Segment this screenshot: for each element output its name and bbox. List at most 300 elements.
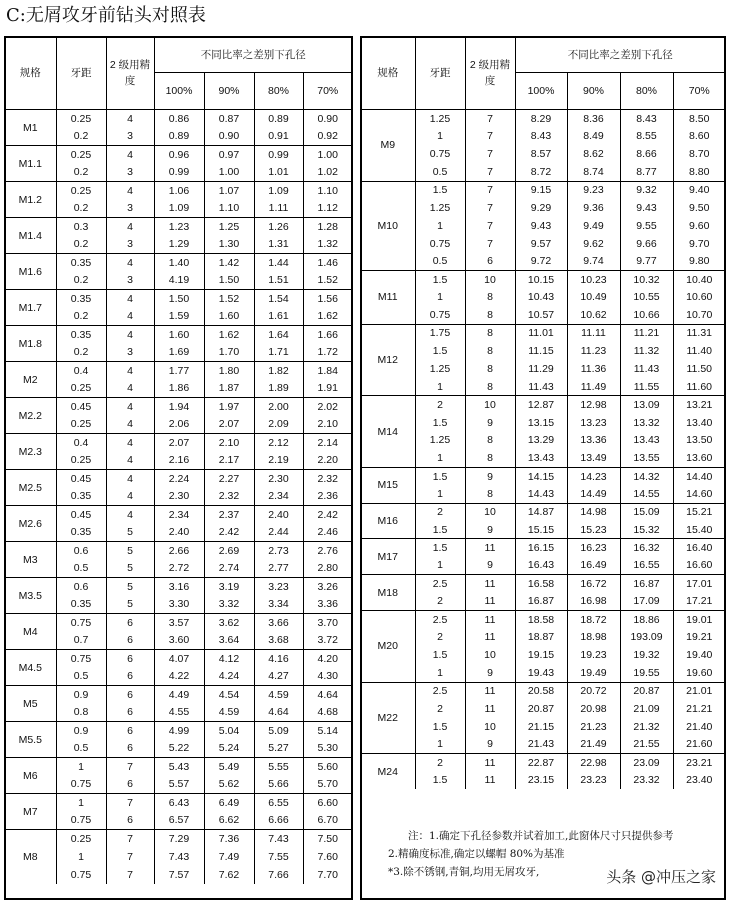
dia-80-cell: 2.09	[254, 416, 303, 434]
dia-80-cell: 6.66	[254, 812, 303, 830]
dia-90-cell: 0.87	[204, 110, 254, 128]
dia-80-cell: 16.87	[620, 575, 673, 593]
pitch-cell: 0.4	[56, 434, 106, 452]
grade-cell: 7	[106, 794, 154, 812]
dia-100-cell: 14.43	[515, 485, 567, 503]
dia-90-cell: 11.11	[567, 324, 620, 342]
dia-90-cell: 19.23	[567, 646, 620, 664]
dia-80-cell: 10.55	[620, 288, 673, 306]
dia-80-cell: 7.55	[254, 848, 303, 866]
grade-cell: 6	[106, 650, 154, 668]
dia-90-cell: 3.64	[204, 632, 254, 650]
dia-70-cell: 2.14	[303, 434, 352, 452]
table-row	[361, 593, 725, 611]
table-row	[361, 771, 725, 789]
dia-90-cell: 11.36	[567, 360, 620, 378]
dia-70-cell: 5.60	[303, 758, 352, 776]
dia-80-cell: 14.55	[620, 485, 673, 503]
pitch-cell: 0.4	[56, 362, 106, 380]
dia-100-cell: 2.24	[154, 470, 204, 488]
table-row	[5, 308, 352, 326]
dia-70-cell: 8.60	[673, 127, 725, 145]
spec-cell: M14	[361, 396, 415, 468]
pitch-cell: 0.7	[56, 632, 106, 650]
header-80: 80%	[620, 73, 673, 110]
grade-cell: 7	[106, 866, 154, 884]
spec-cell: M12	[361, 324, 415, 396]
grade-cell: 8	[465, 485, 515, 503]
dia-100-cell: 1.50	[154, 290, 204, 308]
dia-70-cell: 2.46	[303, 524, 352, 542]
dia-70-cell: 6.60	[303, 794, 352, 812]
dia-90-cell: 23.23	[567, 771, 620, 789]
dia-80-cell: 5.66	[254, 776, 303, 794]
dia-90-cell: 1.87	[204, 380, 254, 398]
dia-100-cell: 16.43	[515, 557, 567, 575]
table-row	[5, 380, 352, 398]
grade-cell: 8	[465, 306, 515, 324]
pitch-cell: 1	[56, 848, 106, 866]
pitch-cell: 0.35	[56, 254, 106, 272]
table-row	[361, 646, 725, 664]
table-row	[5, 578, 352, 596]
grade-cell: 4	[106, 380, 154, 398]
dia-90-cell: 1.97	[204, 398, 254, 416]
dia-100-cell: 11.15	[515, 342, 567, 360]
dia-70-cell: 15.40	[673, 521, 725, 539]
dia-80-cell: 21.55	[620, 736, 673, 754]
dia-90-cell: 10.23	[567, 271, 620, 289]
spec-cell: M1.6	[5, 254, 56, 290]
grade-cell: 8	[465, 378, 515, 396]
spec-cell: M2.3	[5, 434, 56, 470]
dia-100-cell: 4.55	[154, 704, 204, 722]
grade-cell: 9	[465, 467, 515, 485]
pitch-cell: 1.5	[415, 718, 465, 736]
pitch-cell: 2	[415, 754, 465, 772]
dia-100-cell: 13.29	[515, 432, 567, 450]
table-row	[5, 434, 352, 452]
grade-cell: 6	[106, 704, 154, 722]
dia-90-cell: 2.42	[204, 524, 254, 542]
pitch-cell: 1	[415, 664, 465, 682]
pitch-cell: 2.5	[415, 682, 465, 700]
table-row	[5, 704, 352, 722]
dia-70-cell: 9.60	[673, 217, 725, 235]
dia-70-cell: 1.72	[303, 344, 352, 362]
dia-100-cell: 11.29	[515, 360, 567, 378]
table-row	[5, 218, 352, 236]
dia-100-cell: 20.87	[515, 700, 567, 718]
pitch-cell: 1.5	[415, 414, 465, 432]
grade-cell: 4	[106, 254, 154, 272]
dia-80-cell: 4.59	[254, 686, 303, 704]
dia-100-cell: 7.43	[154, 848, 204, 866]
dia-80-cell: 1.64	[254, 326, 303, 344]
page-title: C:无屑攻牙前钻头对照表	[6, 5, 206, 26]
dia-80-cell: 2.34	[254, 488, 303, 506]
dia-70-cell: 3.36	[303, 596, 352, 614]
dia-90-cell: 1.52	[204, 290, 254, 308]
dia-80-cell: 2.30	[254, 470, 303, 488]
dia-70-cell: 21.40	[673, 718, 725, 736]
table-row	[5, 470, 352, 488]
table-row	[5, 830, 352, 848]
table-row	[361, 271, 725, 289]
dia-90-cell: 18.72	[567, 610, 620, 628]
pitch-cell: 1	[415, 557, 465, 575]
grade-cell: 4	[106, 326, 154, 344]
table-row	[5, 326, 352, 344]
dia-70-cell: 11.60	[673, 378, 725, 396]
pitch-cell: 0.9	[56, 686, 106, 704]
grade-cell: 4	[106, 452, 154, 470]
grade-cell: 7	[465, 235, 515, 253]
spec-cell: M18	[361, 575, 415, 611]
dia-80-cell: 20.87	[620, 682, 673, 700]
pitch-cell: 0.35	[56, 326, 106, 344]
dia-90-cell: 3.62	[204, 614, 254, 632]
grade-cell: 4	[106, 398, 154, 416]
dia-70-cell: 1.28	[303, 218, 352, 236]
dia-70-cell: 21.01	[673, 682, 725, 700]
dia-100-cell: 11.43	[515, 378, 567, 396]
dia-100-cell: 2.40	[154, 524, 204, 542]
dia-100-cell: 4.22	[154, 668, 204, 686]
header-spec: 规格	[377, 67, 399, 79]
dia-70-cell: 2.32	[303, 470, 352, 488]
dia-90-cell: 2.74	[204, 560, 254, 578]
spec-cell: M24	[361, 754, 415, 790]
grade-cell: 4	[106, 470, 154, 488]
header-pitch: 牙距	[56, 36, 106, 110]
dia-70-cell: 23.40	[673, 771, 725, 789]
dia-80-cell: 10.66	[620, 306, 673, 324]
dia-80-cell: 1.44	[254, 254, 303, 272]
dia-80-cell: 1.51	[254, 272, 303, 290]
dia-90-cell: 9.62	[567, 235, 620, 253]
dia-70-cell: 11.50	[673, 360, 725, 378]
grade-cell: 10	[465, 718, 515, 736]
dia-80-cell: 1.31	[254, 236, 303, 254]
table-row	[361, 199, 725, 217]
dia-80-cell: 2.73	[254, 542, 303, 560]
dia-70-cell: 7.60	[303, 848, 352, 866]
table-row	[361, 342, 725, 360]
dia-100-cell: 7.57	[154, 866, 204, 884]
table-row	[361, 217, 725, 235]
dia-70-cell: 1.46	[303, 254, 352, 272]
table-body-left	[5, 110, 352, 884]
spec-cell: M20	[361, 610, 415, 682]
grade-cell: 5	[106, 596, 154, 614]
table-row	[5, 632, 352, 650]
grade-cell: 3	[106, 236, 154, 254]
table-row	[361, 575, 725, 593]
grade-cell: 4	[106, 290, 154, 308]
grade-cell: 7	[465, 163, 515, 181]
dia-80-cell: 3.34	[254, 596, 303, 614]
dia-100-cell: 2.66	[154, 542, 204, 560]
table-row	[361, 324, 725, 342]
dia-90-cell: 21.49	[567, 736, 620, 754]
dia-100-cell: 10.15	[515, 271, 567, 289]
grade-cell: 5	[106, 524, 154, 542]
dia-80-cell: 15.32	[620, 521, 673, 539]
dia-70-cell: 2.10	[303, 416, 352, 434]
dia-90-cell: 16.49	[567, 557, 620, 575]
table-row	[5, 362, 352, 380]
dia-100-cell: 2.16	[154, 452, 204, 470]
grade-cell: 6	[465, 253, 515, 271]
dia-90-cell: 6.62	[204, 812, 254, 830]
table-row	[5, 668, 352, 686]
dia-70-cell: 10.40	[673, 271, 725, 289]
header-70: 70%	[673, 73, 725, 110]
dia-80-cell: 11.32	[620, 342, 673, 360]
dia-80-cell: 18.86	[620, 610, 673, 628]
grade-cell: 8	[465, 288, 515, 306]
dia-90-cell: 5.49	[204, 758, 254, 776]
dia-90-cell: 10.49	[567, 288, 620, 306]
pitch-cell: 0.35	[56, 524, 106, 542]
pitch-cell: 1.25	[415, 432, 465, 450]
dia-100-cell: 13.15	[515, 414, 567, 432]
dia-90-cell: 8.36	[567, 110, 620, 128]
table-row	[5, 740, 352, 758]
dia-70-cell: 2.20	[303, 452, 352, 470]
dia-80-cell: 10.32	[620, 271, 673, 289]
spec-cell: M1.1	[5, 146, 56, 182]
header-100: 100%	[154, 73, 204, 110]
dia-100-cell: 4.49	[154, 686, 204, 704]
dia-80-cell: 13.43	[620, 432, 673, 450]
dia-80-cell: 5.09	[254, 722, 303, 740]
header-70: 70%	[303, 73, 352, 110]
dia-90-cell: 20.98	[567, 700, 620, 718]
table-row	[5, 254, 352, 272]
dia-80-cell: 2.77	[254, 560, 303, 578]
spec-cell: M2.5	[5, 470, 56, 506]
table-row	[5, 488, 352, 506]
pitch-cell: 0.2	[56, 344, 106, 362]
pitch-cell: 0.5	[56, 560, 106, 578]
dia-70-cell: 19.60	[673, 664, 725, 682]
dia-90-cell: 22.98	[567, 754, 620, 772]
dia-90-cell: 1.42	[204, 254, 254, 272]
spec-cell: M1.8	[5, 326, 56, 362]
spec-cell: M22	[361, 682, 415, 754]
pitch-cell: 0.75	[56, 614, 106, 632]
dia-100-cell: 1.94	[154, 398, 204, 416]
dia-90-cell: 2.32	[204, 488, 254, 506]
watermark: 头条 @冲压之家	[606, 868, 716, 886]
dia-70-cell: 13.60	[673, 449, 725, 467]
dia-70-cell: 2.42	[303, 506, 352, 524]
grade-cell: 6	[106, 740, 154, 758]
dia-90-cell: 0.90	[204, 128, 254, 146]
table-row	[5, 542, 352, 560]
dia-80-cell: 19.32	[620, 646, 673, 664]
dia-80-cell: 13.32	[620, 414, 673, 432]
pitch-cell: 1.5	[415, 271, 465, 289]
dia-90-cell: 2.37	[204, 506, 254, 524]
pitch-cell: 2	[415, 503, 465, 521]
dia-70-cell: 16.60	[673, 557, 725, 575]
dia-70-cell: 11.31	[673, 324, 725, 342]
dia-70-cell: 19.01	[673, 610, 725, 628]
grade-cell: 8	[465, 360, 515, 378]
dia-80-cell: 1.01	[254, 164, 303, 182]
pitch-cell: 2	[415, 396, 465, 414]
pitch-cell: 0.75	[56, 776, 106, 794]
pitch-cell: 0.35	[56, 596, 106, 614]
dia-100-cell: 13.43	[515, 449, 567, 467]
dia-100-cell: 1.09	[154, 200, 204, 218]
dia-90-cell: 16.98	[567, 593, 620, 611]
dia-90-cell: 14.49	[567, 485, 620, 503]
dia-80-cell: 1.89	[254, 380, 303, 398]
dia-90-cell: 5.04	[204, 722, 254, 740]
pitch-cell: 0.35	[56, 488, 106, 506]
dia-70-cell: 13.40	[673, 414, 725, 432]
dia-100-cell: 22.87	[515, 754, 567, 772]
dia-80-cell: 0.91	[254, 128, 303, 146]
dia-90-cell: 13.36	[567, 432, 620, 450]
dia-100-cell: 8.43	[515, 127, 567, 145]
dia-80-cell: 11.55	[620, 378, 673, 396]
table-row	[5, 596, 352, 614]
grade-cell: 4	[106, 218, 154, 236]
pitch-cell: 0.3	[56, 218, 106, 236]
dia-80-cell: 193.09	[620, 628, 673, 646]
dia-70-cell: 1.10	[303, 182, 352, 200]
dia-80-cell: 21.09	[620, 700, 673, 718]
pitch-cell: 2.5	[415, 575, 465, 593]
table-row	[5, 686, 352, 704]
dia-70-cell: 9.40	[673, 181, 725, 199]
dia-90-cell: 4.54	[204, 686, 254, 704]
tap-drill-table-left	[5, 36, 352, 884]
dia-70-cell: 17.01	[673, 575, 725, 593]
dia-80-cell: 13.09	[620, 396, 673, 414]
dia-100-cell: 16.58	[515, 575, 567, 593]
dia-80-cell: 1.71	[254, 344, 303, 362]
dia-90-cell: 2.10	[204, 434, 254, 452]
dia-90-cell: 13.49	[567, 449, 620, 467]
dia-80-cell: 3.68	[254, 632, 303, 650]
dia-100-cell: 2.34	[154, 506, 204, 524]
grade-cell: 7	[106, 848, 154, 866]
pitch-cell: 0.45	[56, 506, 106, 524]
dia-70-cell: 4.30	[303, 668, 352, 686]
dia-100-cell: 0.86	[154, 110, 204, 128]
dia-70-cell: 2.80	[303, 560, 352, 578]
dia-90-cell: 8.62	[567, 145, 620, 163]
dia-80-cell: 16.32	[620, 539, 673, 557]
pitch-cell: 1	[415, 378, 465, 396]
table-row	[361, 306, 725, 324]
dia-80-cell: 6.55	[254, 794, 303, 812]
dia-80-cell: 1.26	[254, 218, 303, 236]
dia-80-cell: 5.27	[254, 740, 303, 758]
pitch-cell: 1.5	[415, 646, 465, 664]
dia-100-cell: 15.15	[515, 521, 567, 539]
table-row	[361, 253, 725, 271]
dia-90-cell: 15.23	[567, 521, 620, 539]
dia-70-cell: 14.40	[673, 467, 725, 485]
dia-80-cell: 5.55	[254, 758, 303, 776]
dia-100-cell: 1.69	[154, 344, 204, 362]
grade-cell: 5	[106, 542, 154, 560]
table-row	[5, 110, 352, 128]
dia-70-cell: 1.32	[303, 236, 352, 254]
grade-cell: 8	[465, 324, 515, 342]
grade-cell: 4	[106, 146, 154, 164]
dia-90-cell: 5.24	[204, 740, 254, 758]
table-row	[5, 524, 352, 542]
dia-80-cell: 19.55	[620, 664, 673, 682]
grade-cell: 6	[106, 614, 154, 632]
table-row	[361, 539, 725, 557]
table-row	[5, 722, 352, 740]
pitch-cell: 2	[415, 593, 465, 611]
header-ratio-span: 不同比率之差别下孔径	[515, 36, 725, 73]
pitch-cell: 1.75	[415, 324, 465, 342]
dia-70-cell: 1.02	[303, 164, 352, 182]
dia-100-cell: 18.58	[515, 610, 567, 628]
dia-90-cell: 12.98	[567, 396, 620, 414]
dia-70-cell: 1.84	[303, 362, 352, 380]
pitch-cell: 0.6	[56, 578, 106, 596]
table-row	[361, 664, 725, 682]
spec-cell: M6	[5, 758, 56, 794]
dia-70-cell: 14.60	[673, 485, 725, 503]
pitch-cell: 2	[415, 700, 465, 718]
dia-100-cell: 16.15	[515, 539, 567, 557]
dia-80-cell: 7.66	[254, 866, 303, 884]
spec-cell: M15	[361, 467, 415, 503]
pitch-cell: 0.25	[56, 182, 106, 200]
table-row	[361, 110, 725, 128]
table-row	[361, 700, 725, 718]
dia-90-cell: 7.49	[204, 848, 254, 866]
dia-100-cell: 1.29	[154, 236, 204, 254]
table-row	[361, 127, 725, 145]
dia-90-cell: 2.17	[204, 452, 254, 470]
grade-cell: 8	[465, 342, 515, 360]
dia-80-cell: 4.27	[254, 668, 303, 686]
dia-80-cell: 4.16	[254, 650, 303, 668]
table-row	[5, 614, 352, 632]
grade-cell: 3	[106, 272, 154, 290]
dia-100-cell: 4.07	[154, 650, 204, 668]
table-row	[361, 557, 725, 575]
pitch-cell: 0.5	[415, 253, 465, 271]
pitch-cell: 0.9	[56, 722, 106, 740]
spec-cell: M1.4	[5, 218, 56, 254]
pitch-cell: 1.5	[415, 467, 465, 485]
dia-100-cell: 7.29	[154, 830, 204, 848]
dia-70-cell: 1.62	[303, 308, 352, 326]
dia-100-cell: 1.86	[154, 380, 204, 398]
grade-cell: 7	[465, 127, 515, 145]
table-row	[361, 360, 725, 378]
grade-cell: 6	[106, 776, 154, 794]
table-row	[361, 610, 725, 628]
dia-80-cell: 1.54	[254, 290, 303, 308]
dia-90-cell: 11.23	[567, 342, 620, 360]
